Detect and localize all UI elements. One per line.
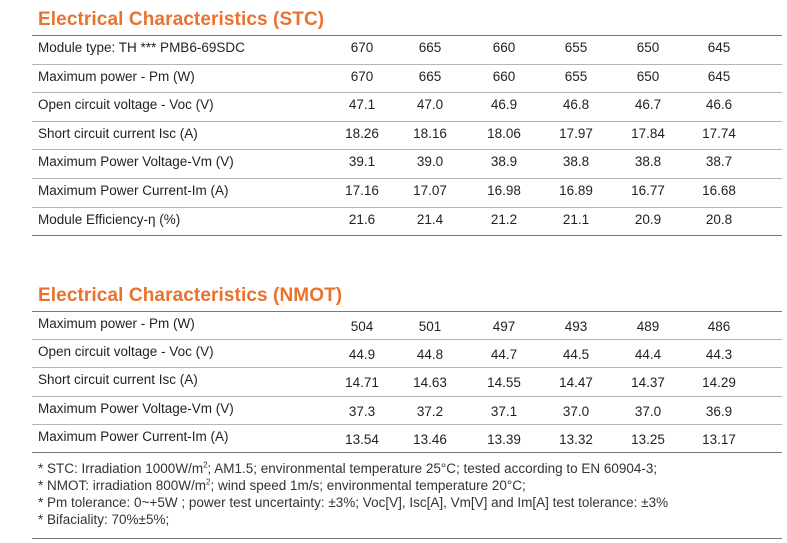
note-stc: * STC: Irradiation $1000W/m^2$; AM1.5; environmental temperature 25°C; tested according to EN 60904-3; — [38, 460, 658, 476]
cell-value: 18.06 — [487, 125, 521, 141]
table-row — [32, 183, 782, 206]
row-label: Module Efficiency-η (%) — [38, 211, 181, 227]
cell-value: 44.3 — [705, 347, 733, 363]
note-tolerance: * Pm tolerance: 0~+5W ; power test uncertainty: ±3%; Voc[V], Isc[A], Vm[V] and Im[A] test tolerance: ±3% — [38, 495, 669, 510]
table-row — [32, 126, 782, 149]
cell-value: 44.4 — [634, 347, 662, 363]
cell-value: 38.9 — [490, 154, 518, 170]
row-divider — [32, 121, 782, 122]
cell-value: 14.71 — [345, 375, 379, 391]
cell-value: 46.6 — [705, 97, 733, 113]
cell-value: 38.8 — [562, 154, 590, 170]
row-label: Short circuit current Isc (A) — [38, 372, 198, 388]
row-label: Maximum Power Voltage-Vm (V) — [38, 400, 234, 416]
row-divider — [32, 149, 782, 150]
cell-value: 501 — [418, 319, 442, 334]
cell-value: 47.1 — [348, 97, 376, 113]
row-label: Maximum Power Current-Im (A) — [38, 183, 229, 198]
cell-value: 13.39 — [487, 431, 521, 447]
nmot-top-divider — [32, 311, 782, 312]
row-divider — [32, 367, 782, 368]
cell-value: 13.25 — [631, 431, 665, 447]
cell-value: 655 — [564, 40, 588, 55]
cell-value: 21.2 — [490, 211, 518, 227]
cell-value: 14.55 — [487, 375, 521, 391]
cell-value: 46.8 — [562, 97, 590, 113]
cell-value: 37.0 — [562, 403, 590, 419]
cell-value: 44.9 — [348, 347, 376, 363]
cell-value: 39.0 — [416, 154, 444, 170]
cell-value: 17.16 — [345, 183, 379, 198]
table-row — [32, 97, 782, 120]
row-label: Open circuit voltage - Voc (V) — [38, 344, 214, 360]
row-divider — [32, 178, 782, 179]
cell-value: 13.17 — [702, 431, 736, 447]
table-row — [32, 429, 782, 451]
table-row — [32, 344, 782, 366]
cell-value: 17.97 — [559, 125, 593, 141]
cell-value: 14.47 — [559, 375, 593, 391]
cell-value: 21.4 — [416, 211, 444, 227]
cell-value: 13.46 — [413, 431, 447, 447]
cell-value: 20.8 — [705, 211, 733, 227]
cell-value: 660 — [492, 40, 516, 55]
cell-value: 39.1 — [348, 154, 376, 170]
cell-value: 38.8 — [634, 154, 662, 170]
cell-value: 665 — [418, 40, 442, 55]
row-divider — [32, 64, 782, 65]
row-label: Short circuit current Isc (A) — [38, 125, 198, 141]
table-row — [32, 372, 782, 394]
cell-value: 46.9 — [490, 97, 518, 113]
cell-value: 36.9 — [705, 403, 733, 419]
cell-value: 21.1 — [562, 211, 590, 227]
cell-value: 37.0 — [634, 403, 662, 419]
stc-top-divider — [32, 35, 782, 36]
cell-value: 16.77 — [631, 183, 665, 198]
cell-value: 21.6 — [348, 211, 376, 227]
row-label: Open circuit voltage - Voc (V) — [38, 97, 214, 113]
row-label: Maximum power - Pm (W) — [38, 316, 195, 331]
cell-value: 17.84 — [631, 125, 665, 141]
cell-value: 489 — [636, 319, 660, 334]
row-divider — [32, 424, 782, 425]
table-row — [32, 40, 782, 63]
row-label: Maximum power - Pm (W) — [38, 68, 195, 84]
cell-value: 14.37 — [631, 375, 665, 391]
cell-value: 37.1 — [490, 403, 518, 419]
cell-value: 44.7 — [490, 347, 518, 363]
table-row — [32, 212, 782, 235]
cell-value: 645 — [707, 68, 731, 84]
cell-value: 14.63 — [413, 375, 447, 391]
cell-value: 670 — [350, 40, 374, 55]
cell-value: 16.68 — [702, 183, 736, 198]
cell-value: 37.2 — [416, 403, 444, 419]
cell-value: 650 — [636, 68, 660, 84]
row-divider — [32, 92, 782, 93]
cell-value: 16.89 — [559, 183, 593, 198]
cell-value: 660 — [492, 68, 516, 84]
bottom-divider — [32, 538, 782, 539]
footnotes — [38, 460, 668, 528]
table-row — [32, 401, 782, 423]
cell-value: 37.3 — [348, 403, 376, 419]
cell-value: 18.26 — [345, 125, 379, 141]
row-divider — [32, 396, 782, 397]
stc-title: Electrical Characteristics (STC) — [38, 9, 325, 30]
cell-value: 44.5 — [562, 347, 590, 363]
cell-value: 20.9 — [634, 211, 662, 227]
cell-value: 46.7 — [634, 97, 662, 113]
cell-value: 17.07 — [413, 183, 447, 198]
cell-value: 17.74 — [702, 125, 736, 141]
row-divider — [32, 235, 782, 236]
nmot-title: Electrical Characteristics (NMOT) — [38, 285, 343, 306]
cell-value: 14.29 — [702, 375, 736, 391]
note-bifaciality: * Bifaciality: 70%±5%; — [38, 512, 170, 527]
cell-value: 497 — [492, 319, 516, 334]
cell-value: 16.98 — [487, 183, 521, 198]
cell-value: 670 — [350, 68, 374, 84]
table-row — [32, 316, 782, 338]
cell-value: 38.7 — [705, 154, 733, 170]
row-label: Maximum Power Voltage-Vm (V) — [38, 154, 234, 170]
cell-value: 645 — [707, 40, 731, 55]
cell-value: 47.0 — [416, 97, 444, 113]
cell-value: 655 — [564, 68, 588, 84]
cell-value: 44.8 — [416, 347, 444, 363]
note-nmot: * NMOT: irradiation $800W/m^2$; wind speed 1m/s; environmental temperature 20°C; — [38, 477, 526, 493]
cell-value: 18.16 — [413, 125, 447, 141]
cell-value: 665 — [418, 68, 442, 84]
cell-value: 13.32 — [559, 431, 593, 447]
row-label: Maximum Power Current-Im (A) — [38, 428, 229, 444]
row-divider — [32, 339, 782, 340]
table-row — [32, 154, 782, 177]
cell-value: 493 — [564, 319, 588, 334]
cell-value: 504 — [350, 319, 374, 334]
cell-value: 650 — [636, 40, 660, 55]
row-label: Module type: TH *** PMB6-69SDC — [38, 40, 245, 55]
row-divider — [32, 207, 782, 208]
row-divider — [32, 452, 782, 453]
cell-value: 13.54 — [345, 431, 379, 447]
cell-value: 486 — [707, 319, 731, 334]
table-row — [32, 69, 782, 92]
